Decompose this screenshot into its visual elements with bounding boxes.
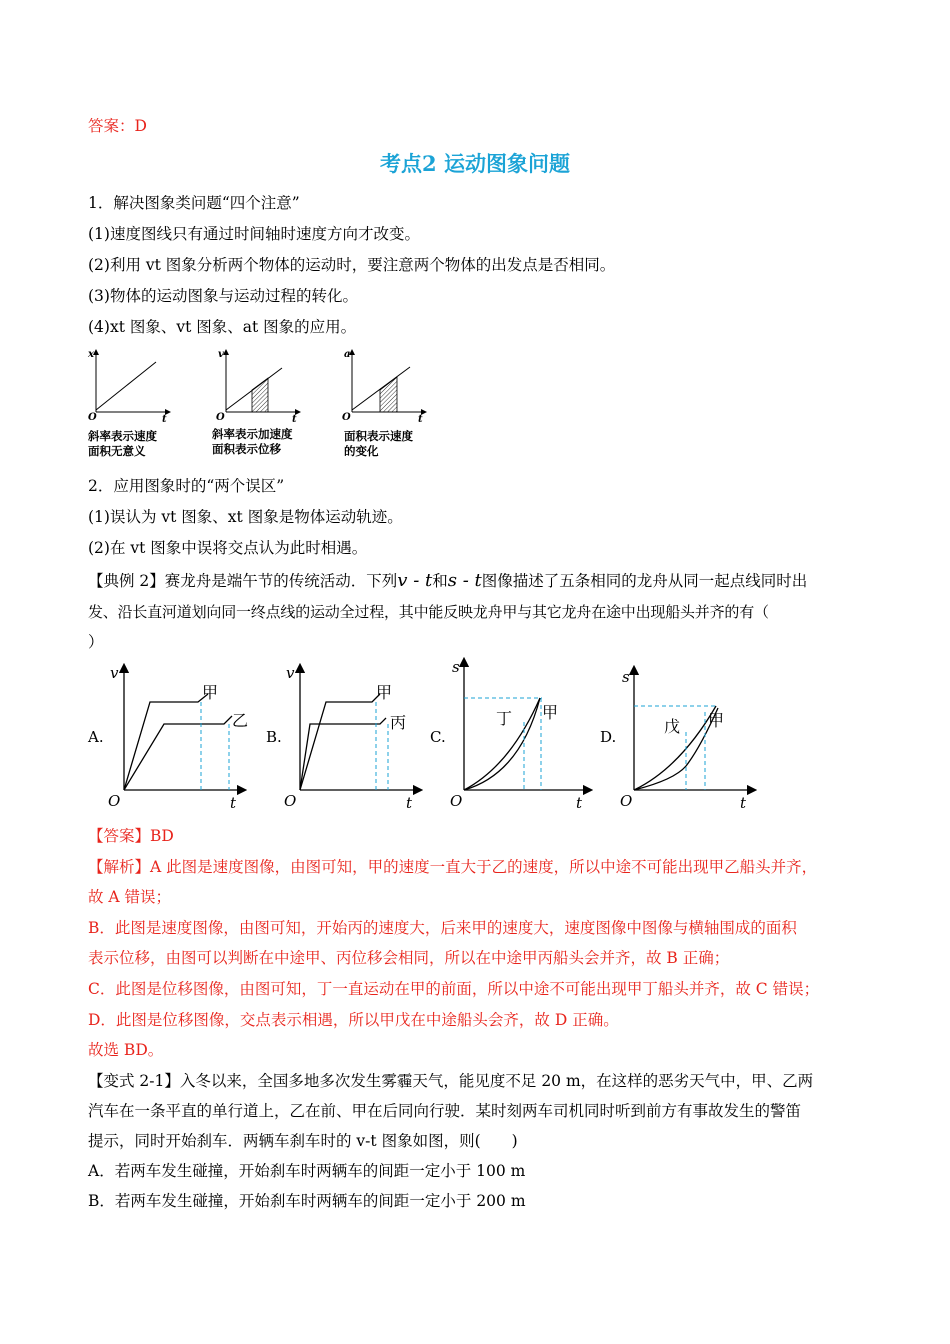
graph-3-origin: O <box>342 412 351 423</box>
variant-line-1: 【变式 2-1】入冬以来，全国多地多次发生雾霾天气，能见度不足 20 m，在这样的恶劣天气中，甲、乙两 <box>88 1072 814 1090</box>
option-d-curve-1: 戊 <box>664 717 681 736</box>
example-intro: 【典例 2】赛龙舟是端午节的传统活动．下列 <box>88 572 398 590</box>
small-graphs <box>86 344 436 424</box>
option-b-y-label: v <box>286 664 295 682</box>
notes-heading: 1．解决图象类问题“四个注意” <box>88 194 300 212</box>
option-c-curve-1: 丁 <box>496 709 513 728</box>
option-a-t-label: t <box>230 794 237 812</box>
option-d-curve-2: 甲 <box>708 711 725 730</box>
mistake-2: (2)在 vt 图象中误将交点认为此时相遇。 <box>88 539 368 557</box>
option-c-t-label: t <box>576 794 583 812</box>
graph-3-t-label: t <box>418 414 423 424</box>
option-d-origin: O <box>620 792 633 810</box>
graph-2-caption-2: 面积表示位移 <box>212 442 281 456</box>
option-a-origin: O <box>108 792 121 810</box>
analysis-line-1: 【解析】A 此图是速度图像，由图可知，甲的速度一直大于乙的速度，所以中途不可能出现甲乙船头并齐， <box>88 858 818 876</box>
option-b-curve-2: 丙 <box>390 713 407 732</box>
option-graphs <box>80 656 780 816</box>
analysis-b-2: 表示位移，由图可以判断在中途甲、丙位移会相同，所以在中途甲丙船头会并齐，故 B 正确； <box>88 949 730 967</box>
graph-1-origin: O <box>88 412 97 423</box>
graph-1-caption-1: 斜率表示速度 <box>88 429 157 443</box>
graph-2-origin: O <box>216 412 225 423</box>
note-4: (4)xt 图象、vt 图象、at 图象的应用。 <box>88 318 357 336</box>
option-b-t-label: t <box>406 794 413 812</box>
note-2: (2)利用 vt 图象分析两个物体的运动时，要注意两个物体的出发点是否相同。 <box>88 256 616 274</box>
option-d-y-label: s <box>622 668 630 686</box>
variant-line-3: 提示，同时开始刹车．两辆车刹车时的 v-t 图象如图，则( ) <box>88 1132 518 1150</box>
st-symbol: s - t <box>447 570 482 591</box>
example-intro-cont: 图像描述了五条相同的龙舟从同一起点线同时出 <box>481 572 808 590</box>
option-c-y-label: s <box>452 658 460 676</box>
graph-a-t <box>342 349 424 424</box>
option-a-curve-2: 乙 <box>232 711 249 730</box>
example-and: 和 <box>432 572 448 590</box>
vt-symbol: v - t <box>397 570 433 591</box>
variant-option-a: A．若两车发生碰撞，开始刹车时两辆车的间距一定小于 100 m <box>88 1162 526 1180</box>
option-c-origin: O <box>450 792 463 810</box>
option-a-letter: A. <box>88 728 104 746</box>
answer-line: 【答案】BD <box>88 827 174 845</box>
note-3: (3)物体的运动图象与运动过程的转化。 <box>88 287 358 305</box>
option-a-curve-1: 甲 <box>202 683 219 702</box>
example-line-3: ） <box>88 633 104 651</box>
option-c-graph <box>430 658 588 812</box>
variant-option-b: B．若两车发生碰撞，开始刹车时两辆车的间距一定小于 200 m <box>88 1192 526 1210</box>
graph-3-caption-1: 面积表示速度 <box>344 429 413 443</box>
graph-2-caption-1: 斜率表示加速度 <box>212 427 293 441</box>
example-line-1 <box>88 571 807 591</box>
section-title: 考点2 运动图象问题 <box>380 151 570 176</box>
analysis-line-2: 故 A 错误； <box>88 888 172 906</box>
analysis-b-1: B．此图是速度图像，由图可知，开始丙的速度大，后来甲的速度大，速度图像中图像与横轴围成的面积 <box>88 919 797 937</box>
note-1: (1)速度图线只有通过时间轴时速度方向才改变。 <box>88 225 420 243</box>
previous-answer: 答案：D <box>88 117 147 135</box>
mistakes-heading: 2．应用图象时的“两个误区” <box>88 477 285 495</box>
variant-line-2: 汽车在一条平直的单行道上，乙在前、甲在后同向行驶．某时刻两车司机同时听到前方有事故发生的警笛 <box>88 1102 802 1120</box>
option-d-letter: D. <box>600 728 617 746</box>
option-b-origin: O <box>284 792 297 810</box>
option-a-y-label: v <box>110 664 119 682</box>
graph-1-t-label: t <box>162 414 167 424</box>
example-line-2: 发、沿长直河道划向同一终点线的运动全过程，其中能反映龙舟甲与其它龙舟在途中出现船头并齐的有（ <box>88 603 769 621</box>
analysis-c: C．此图是位移图像，由图可知，丁一直运动在甲的前面，所以中途不可能出现甲丁船头并齐，故 C 错误； <box>88 980 820 998</box>
option-c-letter: C. <box>430 728 446 746</box>
analysis-d: D．此图是位移图像，交点表示相遇，所以甲戊在中途船头会齐，故 D 正确。 <box>88 1011 619 1029</box>
final-answer: 故选 BD。 <box>88 1041 164 1059</box>
option-b-curve-1: 甲 <box>376 683 393 702</box>
graph-v-t <box>216 349 298 424</box>
option-d-t-label: t <box>740 794 747 812</box>
graph-3-y-label: a <box>344 349 351 360</box>
graph-2-y-label: v <box>218 349 224 360</box>
graph-1-caption-2: 面积无意义 <box>88 444 146 458</box>
option-c-curve-2: 甲 <box>542 703 559 722</box>
option-a-graph <box>87 664 248 812</box>
option-b-graph <box>266 664 418 812</box>
graph-2-t-label: t <box>292 414 297 424</box>
graph-x-t <box>87 349 168 424</box>
graph-3-caption-2: 的变化 <box>344 444 379 458</box>
mistake-1: (1)误认为 vt 图象、xt 图象是物体运动轨迹。 <box>88 508 403 526</box>
graph-1-y-label: x <box>88 349 94 360</box>
option-b-letter: B. <box>266 728 282 746</box>
option-d-graph <box>600 668 752 812</box>
